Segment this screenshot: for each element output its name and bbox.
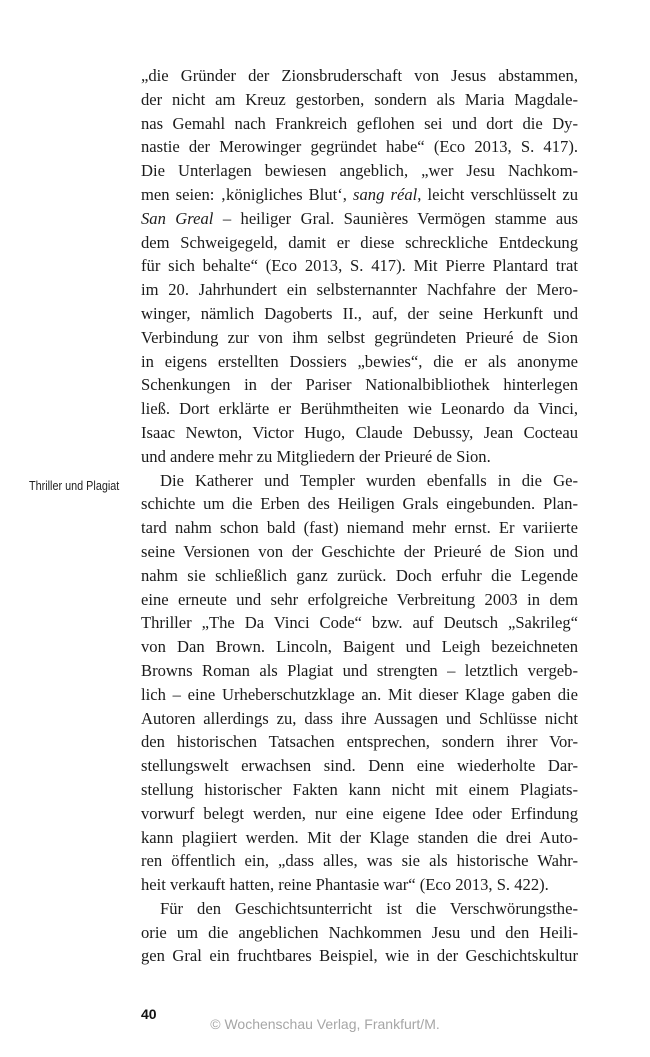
text-line: „die Gründer der Zionsbruderschaft von Jesus abstammen, — [141, 66, 578, 85]
text-line: Die Unterlagen bewiesen angeblich, „wer Jesu Nachkom- — [141, 161, 578, 181]
text-line: nastie der Merowinger gegründet habe“ (Eco 2013, S. 417). — [141, 137, 578, 157]
italic-text: San Greal — [141, 208, 214, 228]
text-line: stellungswelt erwachsen sind. Denn eine wiederholte Dar- — [141, 756, 578, 776]
text-line: Thriller „The Da Vinci Code“ bzw. auf Deutsch „Sakrileg“ — [141, 613, 578, 633]
text-line: Verbindung zur von ihm selbst gegründeten Prieuré de Sion — [141, 327, 578, 347]
page-number: 40 — [141, 1006, 157, 1022]
text-line: der nicht am Kreuz gestorben, sondern als Maria Magdale- — [141, 89, 578, 109]
text-line: Für den Geschichtsunterricht ist die Verschwörungsthe- — [160, 898, 578, 918]
text-line: ren öffentlich ein, „dass alles, was sie als historische Wahr- — [141, 851, 578, 871]
text-line: gen Gral ein fruchtbares Beispiel, wie in der Geschichtskultur — [141, 946, 578, 966]
text-line: nas Gemahl nach Frankreich geflohen sei und dort die Dy- — [141, 113, 578, 133]
text-line: ließ. Dort erklärte er Berühmtheiten wie Leonardo da Vinci, — [141, 399, 578, 419]
text-line: eine erneute und sehr erfolgreiche Verbreitung 2003 in dem — [141, 589, 578, 609]
text-line: Autoren allerdings zu, dass ihre Aussagen und Schlüsse nicht — [141, 708, 578, 728]
text-line: vorwurf belegt werden, nur eine eigene Idee oder Erfindung — [141, 803, 578, 823]
text-line: schichte um die Erben des Heiligen Grals eingebunden. Plan- — [141, 494, 578, 514]
text-line — [141, 183, 578, 207]
text-line: Schenkungen in der Pariser Nationalbibliothek hinterlegen — [141, 375, 578, 395]
text-line: Isaac Newton, Victor Hugo, Claude Debussy, Jean Cocteau — [141, 422, 578, 442]
text-segment: – heiliger Gral. Saunières Vermögen stamme aus — [213, 208, 579, 228]
text-segment: , leicht verschlüsselt zu — [417, 184, 578, 204]
text-line: im 20. Jahrhundert ein selbsternannter Nachfahre der Mero- — [141, 280, 578, 300]
text-line: für sich behalte“ (Eco 2013, S. 417). Mit Pierre Plantard trat — [141, 256, 578, 276]
text-line: in eigens erstellten Dossiers „bewies“, die er als anonyme — [141, 351, 578, 371]
text-line: heit verkauft hatten, reine Phantasie war“ (Eco 2013, S. 422). — [141, 875, 549, 895]
italic-text: sang réal — [353, 184, 418, 204]
text-line: dem Schweigegeld, damit er diese schreckliche Entdeckung — [141, 232, 578, 252]
text-line: orie um die angeblichen Nachkommen Jesu und den Heili- — [141, 922, 578, 942]
text-line: Die Katherer und Templer wurden ebenfalls in die Ge- — [160, 470, 578, 490]
text-line: stellung historischer Fakten kann nicht mit einem Plagiats- — [141, 779, 578, 799]
text-line: von Dan Brown. Lincoln, Baigent und Leigh bezeichneten — [141, 637, 578, 657]
text-line: und andere mehr zu Mitgliedern der Prieuré de Sion. — [141, 446, 491, 466]
text-line: Browns Roman als Plagiat und strengten – letztlich vergeb- — [141, 660, 578, 680]
text-line: tard nahm schon bald (fast) niemand mehr ernst. Er variierte — [141, 518, 578, 538]
marginal-note: Thriller und Plagiat — [29, 479, 120, 493]
text-line: winger, nämlich Dagoberts II., auf, der seine Herkunft und — [141, 303, 578, 323]
text-line: lich – eine Urheberschutzklage an. Mit dieser Klage gaben die — [141, 684, 578, 704]
text-line: seine Versionen von der Geschichte der Prieuré de Sion und — [141, 541, 578, 561]
text-line: den historischen Tatsachen entsprechen, sondern ihrer Vor- — [141, 732, 578, 752]
text-line: kann plagiiert werden. Mit der Klage standen die drei Auto- — [141, 827, 578, 847]
text-segment: men seien: ‚königliches Blut‘, — [141, 184, 354, 204]
text-line — [141, 207, 578, 231]
copyright-watermark: © Wochenschau Verlag, Frankfurt/M. — [210, 1016, 440, 1032]
text-line: nahm sie schließlich ganz zurück. Doch erfuhr die Legende — [141, 565, 578, 585]
body-text — [141, 64, 578, 968]
